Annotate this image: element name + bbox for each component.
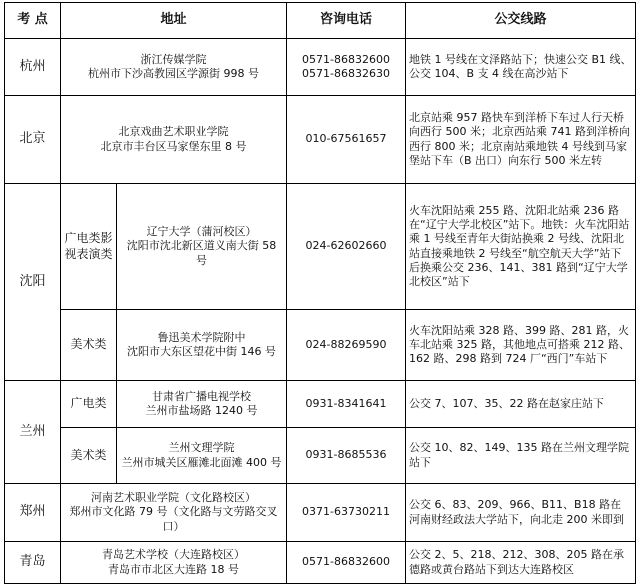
table-row-qingdao <box>5 542 636 584</box>
city-qingdao: 青岛 <box>5 542 61 584</box>
phone-hangzhou-2: 0571-86832630 <box>302 67 390 80</box>
category-lanzhou-1: 广电类 <box>61 381 117 428</box>
city-zhengzhou: 郑州 <box>5 484 61 542</box>
school-name-shenyang-2: 鲁迅美术学院附中 <box>157 330 246 344</box>
phone-lanzhou-2: 0931-8685536 <box>287 428 406 484</box>
phone-shenyang-2: 024-88269590 <box>287 310 406 381</box>
street-address-hangzhou: 杭州市下沙高教园区学源街 998 号 <box>88 67 259 80</box>
bus-route-zhengzhou: 公交 6、83、209、966、B11、B18 路在河南财经政法大学站下，向北走 200 米即到 <box>406 484 636 542</box>
school-name-lanzhou-1: 甘肃省广播电视学校 <box>152 389 251 403</box>
category-lanzhou-2: 美术类 <box>61 428 117 484</box>
table-row-lanzhou-1 <box>5 381 636 428</box>
street-address-shenyang-1: 沈阳市沈北新区道义南大街 58 号 <box>126 239 277 267</box>
school-name-shenyang-1: 辽宁大学（蒲河校区） <box>146 225 257 239</box>
school-name-lanzhou-2: 兰州文理学院 <box>168 441 235 455</box>
exam-site-table <box>4 2 636 584</box>
street-address-lanzhou-2: 兰州市城关区雁滩北面滩 400 号 <box>121 455 282 469</box>
bus-route-shenyang-1: 火车沈阳站乘 255 路、沈阳北站乘 236 路在“辽宁大学北校区”站下。地铁：火车沈阳站乘 1 号线至青年大街站换乘 2 号线、沈阳北站直接乘地铁 2 号线至“航空航天大学”站下后换乘公交 236、141、381 路到“辽宁大学北校区”站下 <box>406 184 636 310</box>
phone-qingdao: 0571-86832600 <box>287 542 406 584</box>
city-lanzhou: 兰州 <box>5 381 61 484</box>
address-cell-shenyang-1 <box>117 184 287 310</box>
bus-route-hangzhou: 地铁 1 号线在文泽路站下；快速公交 B1 线、公交 104、B 支 4 线在高沙站下 <box>406 39 636 96</box>
bus-route-shenyang-2: 火车沈阳站乘 328 路、399 路、281 路，火车北站乘 325 路，其他地点可搭乘 212 路、162 路、298 路到 724 厂“西门”车站下 <box>406 310 636 381</box>
street-address-shenyang-2: 沈阳市大东区望花中街 146 号 <box>127 345 276 358</box>
table-row-zhengzhou <box>5 484 636 542</box>
address-cell-beijing <box>61 96 287 184</box>
address-cell-qingdao <box>61 542 287 584</box>
phone-beijing: 010-67561657 <box>287 96 406 184</box>
phone-hangzhou-1: 0571-86832600 <box>302 52 390 66</box>
header-exam-site: 考 点 <box>5 3 61 39</box>
header-bus: 公交线路 <box>406 3 636 39</box>
table-row-shenyang-2 <box>5 310 636 381</box>
table-row-beijing <box>5 96 636 184</box>
school-name-hangzhou: 浙江传媒学院 <box>140 52 207 66</box>
phone-shenyang-1: 024-62602660 <box>287 184 406 310</box>
category-shenyang-2: 美术类 <box>61 310 117 381</box>
street-address-lanzhou-1: 兰州市盐场路 1240 号 <box>145 404 258 417</box>
header-row <box>5 3 636 39</box>
school-name-zhengzhou: 河南艺术职业学院（文化路校区） <box>91 491 256 505</box>
bus-route-qingdao: 公交 2、5、218、212、308、205 路在承德路或黄台路站下到达大连路校区 <box>406 542 636 584</box>
address-cell-lanzhou-2 <box>117 428 287 484</box>
header-phone: 咨询电话 <box>287 3 406 39</box>
street-address-zhengzhou: 郑州市文化路 79 号（文化路与文劳路交叉口） <box>69 505 278 533</box>
bus-route-lanzhou-2: 公交 10、82、149、135 路在兰州文理学院站下 <box>406 428 636 484</box>
city-beijing: 北京 <box>5 96 61 184</box>
phone-lanzhou-1: 0931-8341641 <box>287 381 406 428</box>
table-row-hangzhou <box>5 39 636 96</box>
street-address-beijing: 北京市丰台区马家堡东里 8 号 <box>100 139 247 153</box>
phone-cell-hangzhou <box>287 39 406 96</box>
school-name-qingdao: 青岛艺术学校（大连路校区） <box>102 548 245 562</box>
header-address: 地址 <box>61 3 287 39</box>
address-cell-hangzhou <box>61 39 287 96</box>
city-hangzhou: 杭州 <box>5 39 61 96</box>
table-row-shenyang-1 <box>5 184 636 310</box>
city-shenyang: 沈阳 <box>5 184 61 381</box>
phone-zhengzhou: 0371-63730211 <box>287 484 406 542</box>
category-shenyang-1: 广电类影视表演类 <box>61 184 117 310</box>
address-cell-lanzhou-1 <box>117 381 287 428</box>
bus-route-beijing: 北京站乘 957 路快车到洋桥下车过人行天桥向西行 500 米；北京西站乘 741 路到洋桥向西行 800 米；北京南站乘地铁 4 号线到马家堡站下车（B 出口）向东行 500 米左转 <box>406 96 636 184</box>
address-cell-zhengzhou <box>61 484 287 542</box>
bus-route-lanzhou-1: 公交 7、107、35、22 路在赵家庄站下 <box>406 381 636 428</box>
school-name-beijing: 北京戏曲艺术职业学院 <box>118 125 229 139</box>
street-address-qingdao: 青岛市市北区大连路 18 号 <box>108 562 239 576</box>
address-cell-shenyang-2 <box>117 310 287 381</box>
table-row-lanzhou-2 <box>5 428 636 484</box>
